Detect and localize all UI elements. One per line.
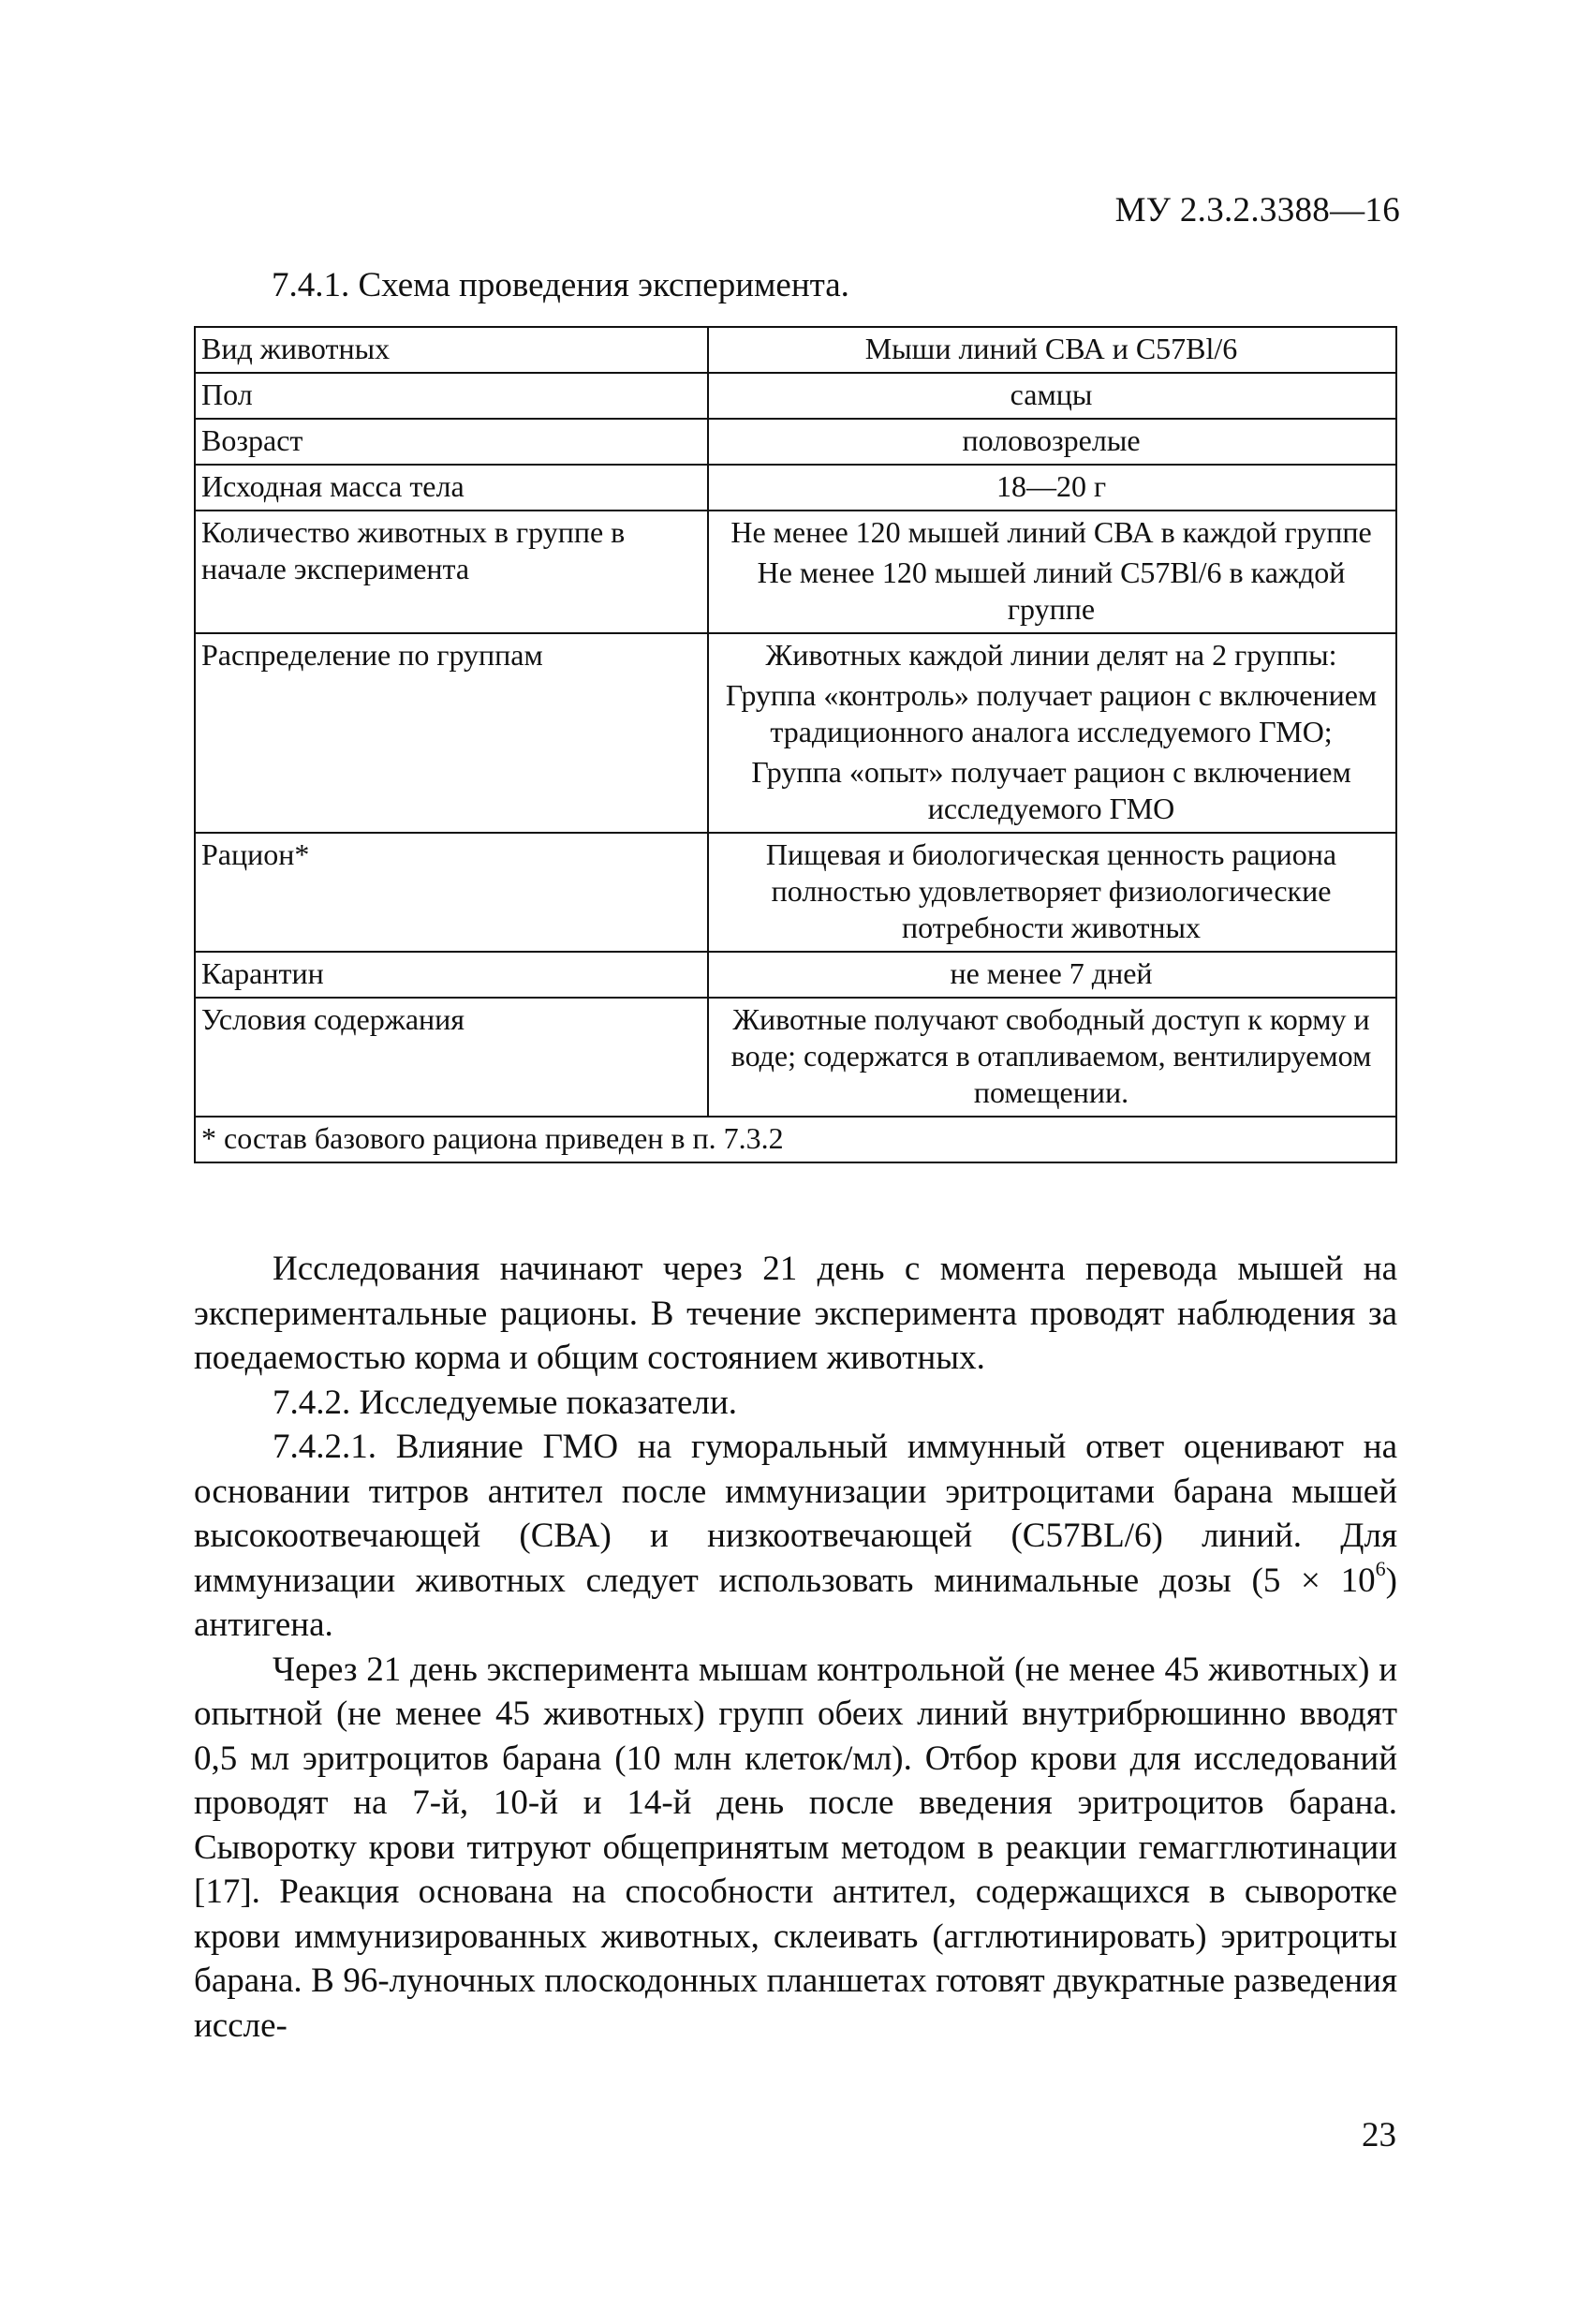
paragraph: Исследования начинают через 21 день с момента перевода мышей на экспериментальные рационы. В течение эксперимента проводят наблюдения за поедаемостью корма и общим состоянием животных. [194, 1250, 1397, 1377]
section-caption: 7.4.1. Схема проведения эксперимента. [272, 266, 849, 304]
paragraph: 7.4.2.1. Влияние ГМО на гуморальный иммунный ответ оценивают на основании титров антител после иммунизации эритроцитами барана мышей высокоотвечающей (СВА) и низкоотвечающей (C57BL/6) линий. Для иммунизации животных следует использовать минимальные дозы $(5 \times 10^6)$ антигена. [194, 1428, 1397, 1644]
row-key: Рацион* [195, 833, 708, 952]
row-value: самцы [708, 373, 1396, 419]
table-row [195, 465, 1396, 511]
row-value: Животных каждой линии делят на 2 группы: Группа «контроль» получает рацион с включением традиционного аналога исследуемого ГМО; Группа «опыт» получает рацион с включением исследуемого ГМО [708, 633, 1396, 833]
experiment-scheme-table [194, 326, 1397, 1163]
row-value: Не менее 120 мышей линий СВА в каждой группе Не менее 120 мышей линий C57Bl/6 в каждой группе [708, 511, 1396, 633]
row-key: Исходная масса тела [195, 465, 708, 511]
row-key: Условия содержания [195, 998, 708, 1117]
body-text [194, 1247, 1397, 2048]
row-key: Карантин [195, 952, 708, 998]
row-value: 18—20 г [708, 465, 1396, 511]
row-key: Количество животных в группе в начале эксперимента [195, 511, 708, 633]
row-value: Мыши линий СВА и C57Bl/6 [708, 327, 1396, 373]
row-key: Распределение по группам [195, 633, 708, 833]
paragraph: Через 21 день эксперимента мышам контрольной (не менее 45 животных) и опытной (не менее 45 животных) групп обеих линий внутрибрюшинно вводят 0,5 мл эритроцитов барана (10 млн клеток/мл). Отбор крови для исследований проводят на 7-й, 10-й и 14-й день после введения эритроцитов барана. Сыворотку крови титруют общепринятым методом в реакции гемагглютинации [17]. Реакция основана на способности антител, содержащихся в сыворотке крови иммунизированных животных, склеивать (агглютинировать) эритроциты барана. В 96-луночных плоскодонных планшетах готовят двукратные разведения иссле- [194, 1650, 1397, 2045]
table-row [195, 419, 1396, 465]
table-row [195, 952, 1396, 998]
table-row [195, 633, 1396, 833]
row-key: Пол [195, 373, 708, 419]
table-row [195, 327, 1396, 373]
row-value: половозрелые [708, 419, 1396, 465]
exponent: 6 [1375, 1557, 1386, 1581]
row-key: Вид животных [195, 327, 708, 373]
table-row [195, 373, 1396, 419]
row-value: Пищевая и биологическая ценность рациона полностью удовлетворяет физиологические потребности животных [708, 833, 1396, 952]
page-number: 23 [1362, 2116, 1396, 2154]
subsection-heading: 7.4.2. Исследуемые показатели. [273, 1383, 737, 1422]
row-key: Возраст [195, 419, 708, 465]
table-footnote: * состав базового рациона приведен в п. 7.3.2 [195, 1117, 1396, 1162]
row-value: не менее 7 дней [708, 952, 1396, 998]
table-row [195, 833, 1396, 952]
table-footnote-row [195, 1117, 1396, 1162]
table-row [195, 511, 1396, 633]
table-row [195, 998, 1396, 1117]
document-code: МУ 2.3.2.3388—16 [1114, 191, 1400, 229]
row-value: Животные получают свободный доступ к корму и воде; содержатся в отапливаемом, вентилируемом помещении. [708, 998, 1396, 1117]
